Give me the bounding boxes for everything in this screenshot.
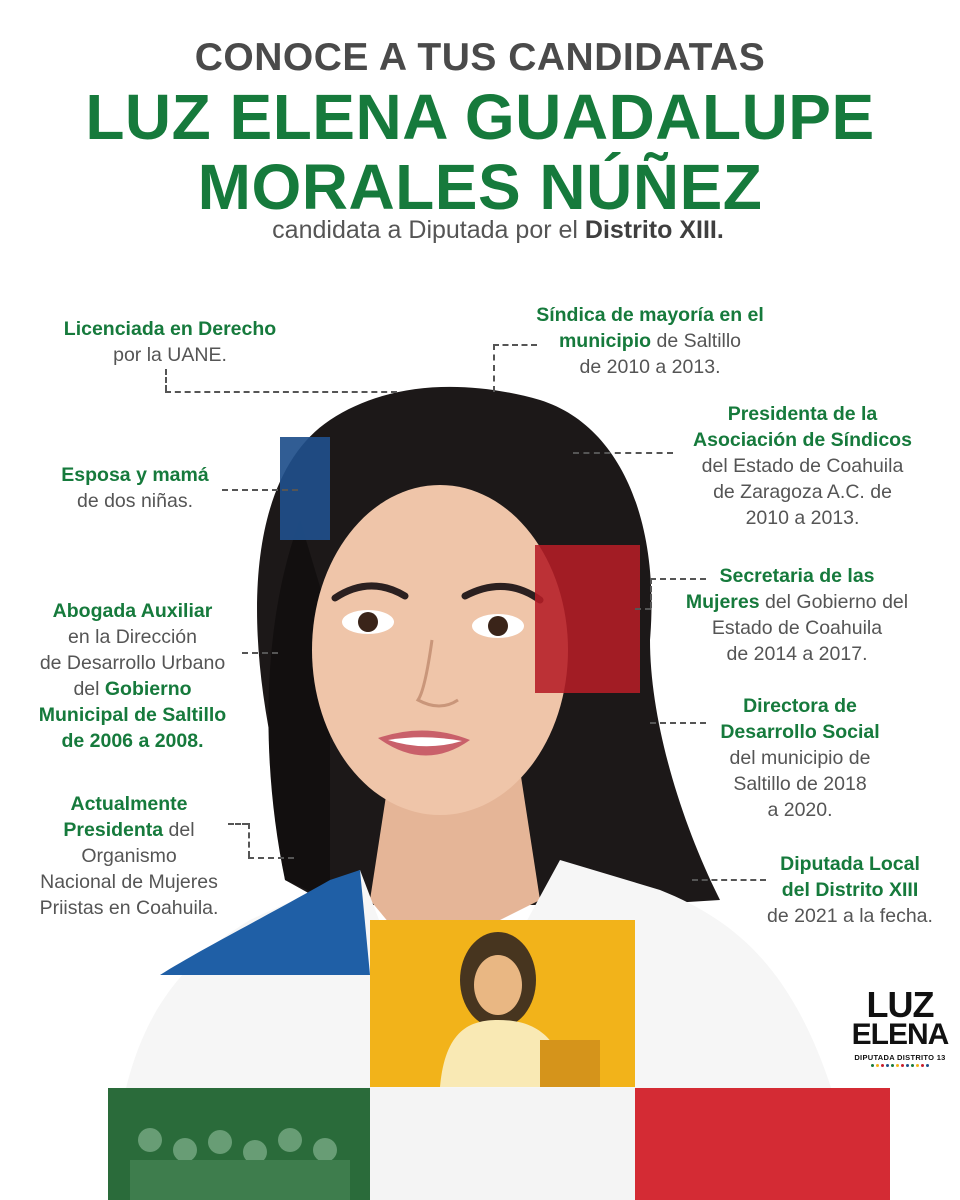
- subtitle-prefix: candidata a Diputada por el: [272, 216, 585, 244]
- fact-actualmente-line2: Organismo: [81, 845, 177, 867]
- fact-diputada-line1: de 2021 a la fecha.: [767, 905, 933, 927]
- fact-sindica-municipio: municipio: [558, 330, 652, 352]
- fact-actualmente-title: Actualmente: [70, 793, 188, 815]
- fact-esposa-text: de dos niñas.: [76, 490, 193, 512]
- fact-presidenta-asociacion: [665, 401, 940, 531]
- fact-secretaria-title: Secretaria de las: [719, 565, 875, 587]
- fact-abogada-line2: de Desarrollo Urbano: [39, 652, 226, 674]
- fact-actualmente-presidenta: Presidenta: [63, 819, 164, 841]
- candidate-name-line1: LUZ ELENA GUADALUPE: [85, 81, 875, 153]
- fact-diputada-title2: del Distrito XIII: [781, 879, 919, 901]
- fact-asociacion-title: Presidenta de la: [727, 403, 878, 425]
- fact-diputada-title: Diputada Local: [780, 853, 920, 875]
- fact-secretaria-gobierno: del Gobierno del: [759, 591, 909, 613]
- fact-abogada-del: del: [73, 678, 105, 700]
- connector: [165, 391, 397, 393]
- fact-secretaria-line3: de 2014 a 2017.: [726, 643, 868, 665]
- fact-asociacion-line2: de Zaragoza A.C. de: [713, 481, 892, 503]
- connector: [165, 369, 167, 391]
- logo-dots: [850, 1064, 950, 1067]
- fact-sindica-saltillo: de Saltillo: [651, 330, 742, 352]
- fact-secretaria-line2: Estado de Coahuila: [711, 617, 883, 639]
- fact-licenciada-text: por la UANE.: [113, 344, 227, 366]
- fact-licenciada-title: Licenciada en Derecho: [63, 318, 277, 340]
- connector: [573, 452, 673, 454]
- fact-directora-line1: del municipio de: [729, 747, 871, 769]
- fact-directora-title2: Desarrollo Social: [720, 721, 880, 743]
- connector: [493, 344, 495, 392]
- logo-luz: LUZ: [866, 984, 934, 1025]
- fact-directora-title: Directora de: [743, 695, 857, 717]
- fact-esposa: [30, 462, 240, 514]
- fact-actualmente-line3: Nacional de Mujeres: [40, 871, 218, 893]
- fact-actualmente-del: del: [163, 819, 195, 841]
- fact-asociacion-line3: 2010 a 2013.: [745, 507, 860, 529]
- fact-directora-line3: a 2020.: [767, 799, 833, 821]
- header-kicker: CONOCE A TUS CANDIDATAS: [194, 36, 766, 79]
- candidate-name-line2: MORALES NÚÑEZ: [197, 151, 763, 223]
- connector: [248, 823, 250, 857]
- fact-secretaria: [662, 563, 932, 667]
- fact-abogada-line3: [10, 676, 255, 702]
- fact-actualmente-line1: [10, 817, 248, 843]
- fact-secretaria-mujeres: Mujeres: [685, 591, 760, 613]
- fact-abogada-gobierno: Gobierno: [104, 678, 192, 700]
- fact-abogada-line4: Municipal de Saltillo: [38, 704, 227, 726]
- logo-tagline: DIPUTADA DISTRITO 13: [854, 1053, 946, 1062]
- fact-sindica-title: Síndica de mayoría en el: [536, 304, 764, 326]
- campaign-logo: [850, 984, 950, 1067]
- logo-elena: ELENA: [851, 1018, 949, 1051]
- fact-licenciada: [30, 316, 310, 368]
- fact-actualmente-line4: Priistas en Coahuila.: [39, 897, 219, 919]
- fact-directora: [680, 693, 920, 823]
- fact-sindica: [505, 302, 795, 380]
- connector: [248, 857, 294, 859]
- fact-esposa-title: Esposa y mamá: [61, 464, 209, 486]
- fact-diputada-local: [745, 851, 955, 929]
- fact-directora-line2: Saltillo de 2018: [733, 773, 867, 795]
- fact-abogada-line1: en la Dirección: [68, 626, 197, 648]
- fact-secretaria-line1: [662, 589, 932, 615]
- connector: [635, 608, 651, 610]
- connector: [650, 578, 652, 608]
- candidate-name: [0, 82, 960, 222]
- fact-asociacion-line1: del Estado de Coahuila: [701, 455, 904, 477]
- subtitle: [0, 216, 960, 245]
- fact-abogada-line5: de 2006 a 2008.: [61, 730, 204, 752]
- fact-asociacion-title2: Asociación de Síndicos: [693, 429, 912, 451]
- fact-abogada-title: Abogada Auxiliar: [52, 600, 213, 622]
- fact-sindica-line1: [505, 328, 795, 354]
- fact-sindica-line2: de 2010 a 2013.: [579, 356, 721, 378]
- subtitle-district: Distrito XIII.: [584, 216, 724, 244]
- fact-actualmente: [10, 791, 248, 921]
- fact-abogada: [10, 598, 255, 754]
